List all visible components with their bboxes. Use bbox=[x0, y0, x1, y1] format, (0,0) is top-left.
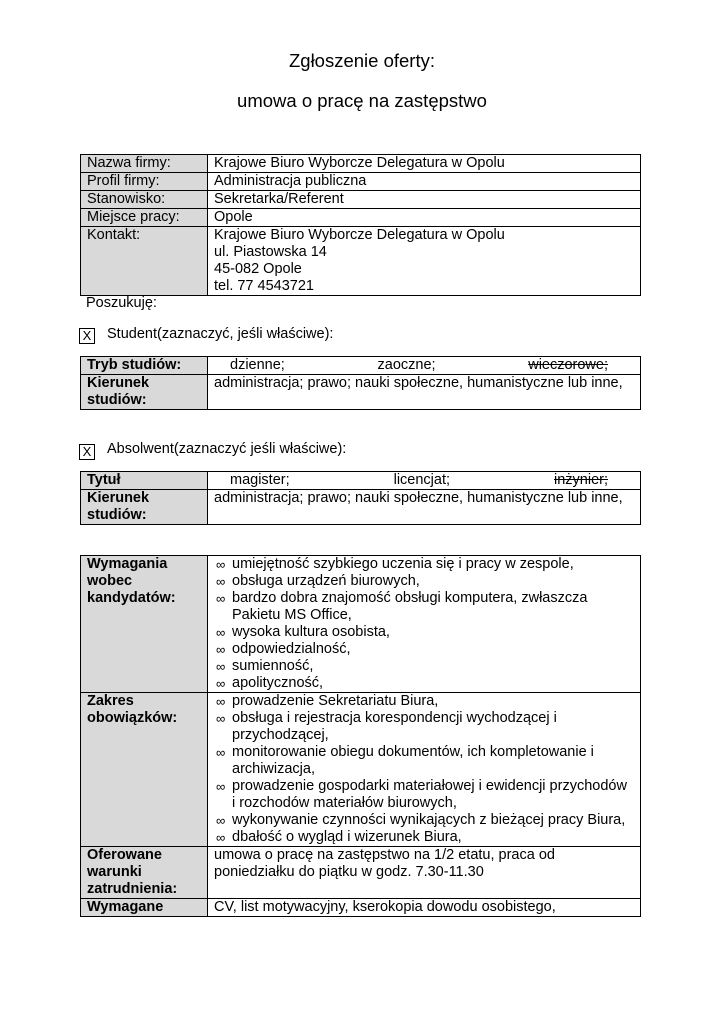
list-item: ∞ bardzo dobra znajomość obsługi komputera, zwłaszcza Pakietu MS Office, bbox=[216, 590, 588, 623]
list-item: ∞ dbałość o wygląd i wizerunek Biura, bbox=[216, 829, 462, 845]
study-field-label: Kierunek studiów: bbox=[81, 375, 208, 410]
documents-label: Wymagane bbox=[81, 899, 208, 917]
table-row bbox=[81, 375, 641, 410]
list-item: ∞ wysoka kultura osobista, bbox=[216, 624, 390, 640]
study-field-value: administracja; prawo; nauki społeczne, humanistyczne lub inne, bbox=[208, 375, 641, 410]
student-checkbox-label: Student(zaznaczyć, jeśli właściwe): bbox=[107, 326, 334, 342]
contact-line: ul. Piastowska 14 bbox=[214, 244, 327, 260]
infinity-bullet-icon: ∞ bbox=[216, 745, 226, 760]
table-row bbox=[81, 209, 641, 227]
table-row bbox=[81, 155, 641, 173]
contact-line: tel. 77 4543721 bbox=[214, 278, 314, 294]
graduate-field-value: administracja; prawo; nauki społeczne, humanistyczne lub inne, bbox=[208, 490, 641, 525]
infinity-bullet-icon: ∞ bbox=[216, 659, 226, 674]
requirements-label: Wymagania wobec kandydatów: bbox=[81, 556, 208, 693]
table-row bbox=[81, 899, 641, 917]
degree-option-struck: inżynier; bbox=[554, 472, 608, 488]
study-mode-option: zaoczne; bbox=[377, 357, 436, 373]
table-row bbox=[81, 191, 641, 209]
workplace-value: Opole bbox=[208, 209, 641, 227]
degree-option: licencjat; bbox=[393, 472, 451, 488]
contact-label: Kontakt: bbox=[81, 227, 208, 296]
table-row bbox=[81, 227, 641, 296]
infinity-bullet-icon: ∞ bbox=[216, 779, 226, 794]
graduate-checkbox[interactable]: X bbox=[79, 444, 95, 460]
study-mode-options bbox=[208, 357, 641, 375]
study-mode-option: dzienne; bbox=[230, 357, 285, 373]
infinity-bullet-icon: ∞ bbox=[216, 574, 226, 589]
infinity-bullet-icon: ∞ bbox=[216, 625, 226, 640]
contact-line: 45-082 Opole bbox=[214, 261, 302, 277]
list-item: ∞ prowadzenie gospodarki materiałowej i ewidencji przychodów i rozchodów materiałów biurowych, bbox=[216, 778, 627, 811]
duties-label: Zakres obowiązków: bbox=[81, 693, 208, 847]
company-info-table bbox=[80, 154, 641, 296]
table-row bbox=[81, 693, 641, 847]
study-mode-label: Tryb studiów: bbox=[81, 357, 208, 375]
degree-options bbox=[208, 472, 641, 490]
duties-list-cell bbox=[208, 693, 641, 847]
position-label: Stanowisko: bbox=[81, 191, 208, 209]
table-row bbox=[81, 490, 641, 525]
table-row bbox=[81, 357, 641, 375]
list-item: ∞ odpowiedzialność, bbox=[216, 641, 351, 657]
degree-label: Tytuł bbox=[81, 472, 208, 490]
document-subtitle: umowa o pracę na zastępstwo bbox=[237, 90, 487, 111]
student-checkbox[interactable]: X bbox=[79, 328, 95, 344]
degree-option: magister; bbox=[230, 472, 290, 488]
infinity-bullet-icon: ∞ bbox=[216, 557, 226, 572]
infinity-bullet-icon: ∞ bbox=[216, 711, 226, 726]
graduate-checkbox-label: Absolwent(zaznaczyć jeśli właściwe): bbox=[107, 441, 347, 457]
requirements-list bbox=[214, 556, 634, 692]
requirements-list-cell bbox=[208, 556, 641, 693]
graduate-field-label: Kierunek studiów: bbox=[81, 490, 208, 525]
list-item: ∞ monitorowanie obiegu dokumentów, ich kompletowanie i archiwizacja, bbox=[216, 744, 594, 777]
company-profile-value: Administracja publiczna bbox=[208, 173, 641, 191]
workplace-label: Miejsce pracy: bbox=[81, 209, 208, 227]
company-name-value: Krajowe Biuro Wyborcze Delegatura w Opolu bbox=[208, 155, 641, 173]
documents-value: CV, list motywacyjny, kserokopia dowodu osobistego, bbox=[208, 899, 641, 917]
company-name-label: Nazwa firmy: bbox=[81, 155, 208, 173]
table-row bbox=[81, 173, 641, 191]
list-item: ∞ apolityczność, bbox=[216, 675, 324, 691]
list-item: ∞ sumienność, bbox=[216, 658, 314, 674]
list-item: ∞ obsługa urządzeń biurowych, bbox=[216, 573, 420, 589]
student-table bbox=[80, 356, 641, 410]
position-value: Sekretarka/Referent bbox=[208, 191, 641, 209]
seeking-label: Poszukuję: bbox=[86, 295, 157, 311]
infinity-bullet-icon: ∞ bbox=[216, 694, 226, 709]
infinity-bullet-icon: ∞ bbox=[216, 676, 226, 691]
study-mode-option-struck: wieczorowe; bbox=[528, 357, 608, 373]
duties-list bbox=[214, 693, 634, 846]
contact-line: Krajowe Biuro Wyborcze Delegatura w Opolu bbox=[214, 227, 505, 243]
list-item: ∞ umiejętność szybkiego uczenia się i pracy w zespole, bbox=[216, 556, 574, 572]
document-title: Zgłoszenie oferty: bbox=[288, 50, 435, 71]
contact-value bbox=[208, 227, 641, 296]
graduate-table bbox=[80, 471, 641, 525]
table-row bbox=[81, 472, 641, 490]
list-item: ∞ obsługa i rejestracja korespondencji wychodzącej i przychodzącej, bbox=[216, 710, 557, 743]
conditions-value: umowa o pracę na zastępstwo na 1/2 etatu, praca od poniedziałku do piątku w godz. 7.30-11.30 bbox=[208, 847, 641, 899]
offer-details-table bbox=[80, 555, 641, 917]
infinity-bullet-icon: ∞ bbox=[216, 591, 226, 606]
table-row bbox=[81, 847, 641, 899]
company-profile-label: Profil firmy: bbox=[81, 173, 208, 191]
infinity-bullet-icon: ∞ bbox=[216, 813, 226, 828]
table-row bbox=[81, 556, 641, 693]
conditions-label: Oferowane warunki zatrudnienia: bbox=[81, 847, 208, 899]
infinity-bullet-icon: ∞ bbox=[216, 642, 226, 657]
list-item: ∞ wykonywanie czynności wynikających z bieżącej pracy Biura, bbox=[216, 812, 626, 828]
infinity-bullet-icon: ∞ bbox=[216, 830, 226, 845]
list-item: ∞ prowadzenie Sekretariatu Biura, bbox=[216, 693, 439, 709]
